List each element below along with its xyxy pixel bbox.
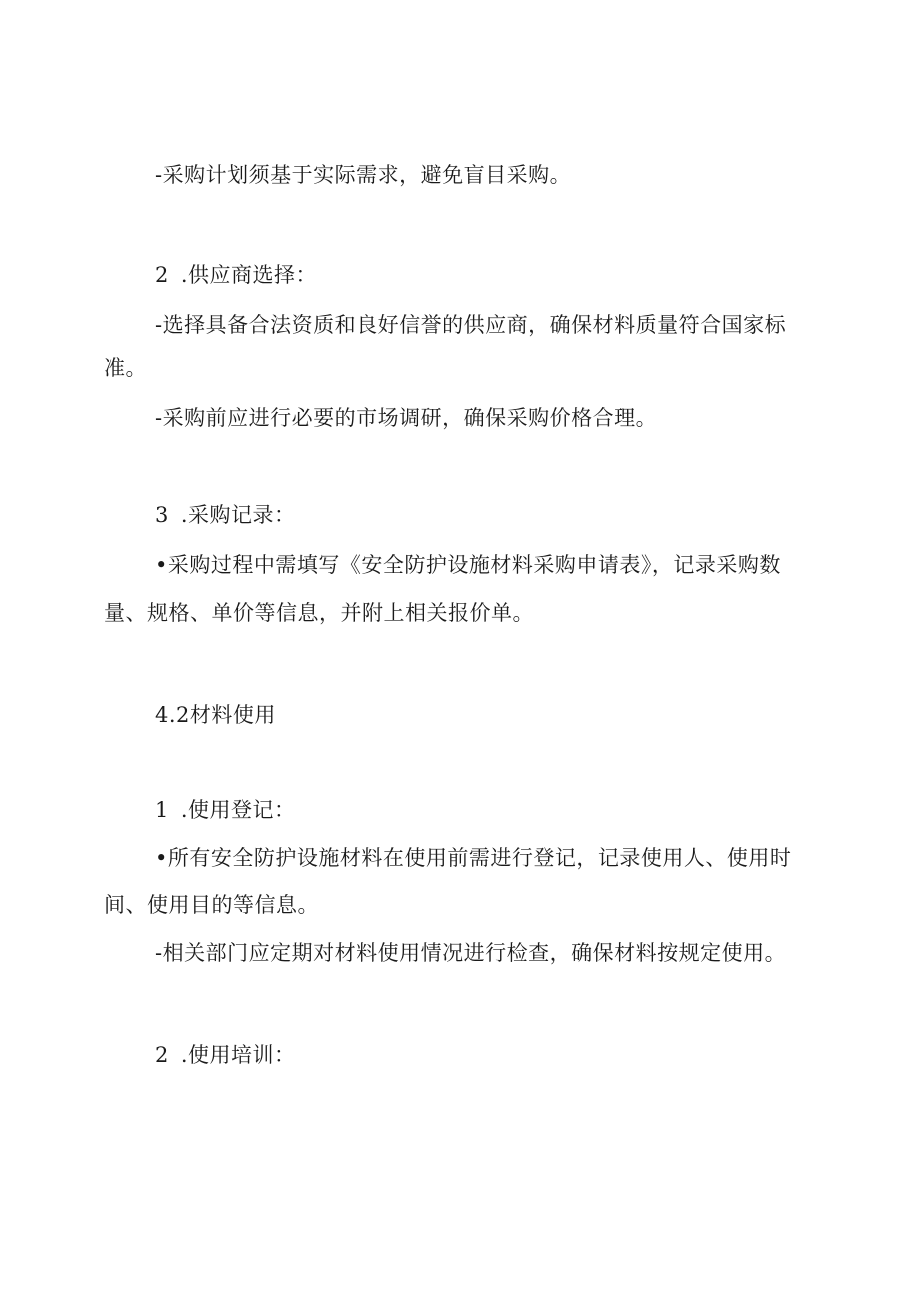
item-number: 2 — [155, 1043, 169, 1067]
item-title: .使用培训： — [180, 1043, 296, 1067]
item-heading-usage-registration — [155, 795, 296, 825]
item-number: 1 — [155, 798, 169, 822]
body-text-line: 间、使用目的等信息。 — [104, 893, 319, 917]
item-number: 3 — [155, 503, 169, 527]
item-number: 2 — [155, 263, 169, 287]
item-heading-usage-training — [155, 1040, 296, 1070]
section-heading: 4.2材料使用 — [155, 703, 276, 727]
item-title: .使用登记： — [180, 798, 296, 822]
body-text-line: •所有安全防护设施材料在使用前需进行登记，记录使用人、使用时 — [155, 846, 792, 870]
body-text-line: -采购前应进行必要的市场调研，确保采购价格合理。 — [155, 406, 658, 430]
body-text-line: 量、规格、单价等信息，并附上相关报价单。 — [104, 601, 534, 625]
body-text-line: -相关部门应定期对材料使用情况进行检查，确保材料按规定使用。 — [155, 941, 787, 965]
body-text-line: 准。 — [104, 356, 147, 380]
item-title: .采购记录： — [180, 503, 296, 527]
item-heading-purchase-records — [155, 500, 296, 530]
item-title: .供应商选择： — [180, 263, 318, 287]
body-text-line: -采购计划须基于实际需求，避免盲目采购。 — [155, 163, 572, 187]
body-text-line: -选择具备合法资质和良好信誉的供应商，确保材料质量符合国家标 — [155, 313, 787, 337]
item-heading-supplier-selection — [155, 260, 317, 290]
body-text-line: •采购过程中需填写《安全防护设施材料采购申请表》，记录采购数 — [155, 553, 781, 577]
